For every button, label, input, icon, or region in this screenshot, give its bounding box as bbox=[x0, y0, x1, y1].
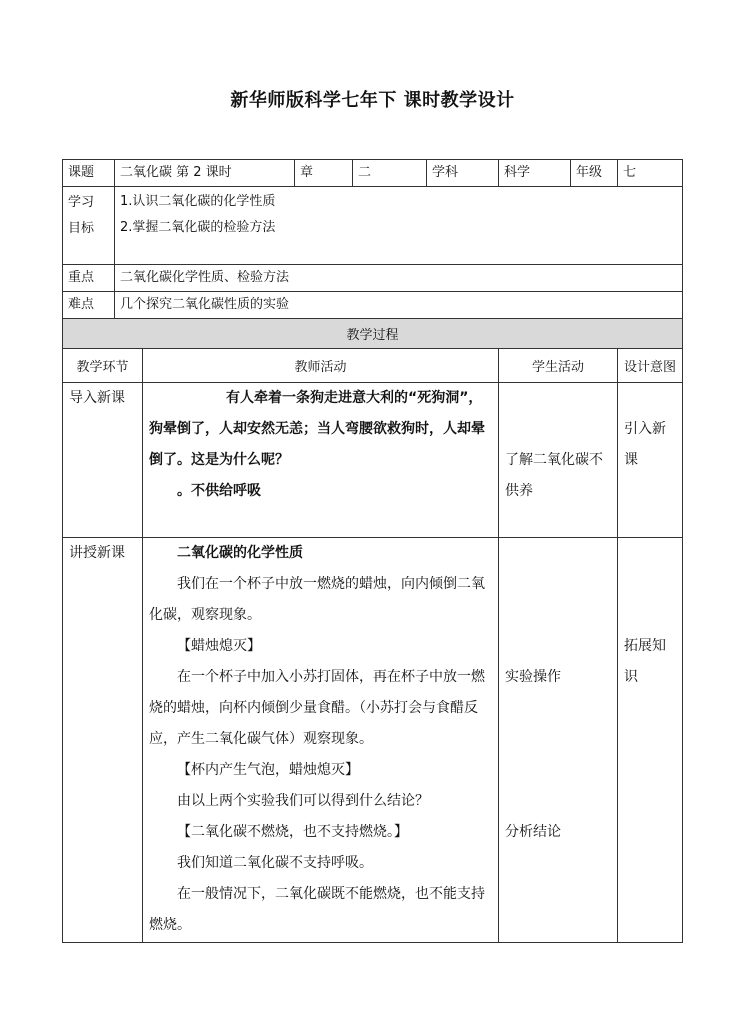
lecture-intent: 拓展知识 bbox=[624, 638, 667, 685]
intro-teacher-p2: 。不供给呼吸 bbox=[177, 483, 261, 499]
lecture-student-2: 分析结论 bbox=[505, 824, 562, 840]
topic-label: 课题 bbox=[68, 165, 95, 180]
intro-stage: 导入新课 bbox=[69, 390, 125, 406]
objectives-row bbox=[63, 187, 683, 265]
key-points-value: 二氧化碳化学性质、检验方法 bbox=[120, 270, 290, 285]
lecture-row bbox=[63, 538, 683, 943]
column-intent: 设计意图 bbox=[624, 360, 677, 375]
intro-intent: 引入新课 bbox=[624, 421, 667, 468]
lecture-p8: 在一般情况下，二氧化碳既不能燃烧，也不能支持燃烧。 bbox=[149, 886, 485, 933]
lecture-p2: 【蜡烛熄灭】 bbox=[177, 638, 261, 654]
column-teacher: 教师活动 bbox=[294, 360, 347, 375]
lecture-stage: 讲授新课 bbox=[69, 545, 125, 561]
lecture-student-1: 实验操作 bbox=[505, 669, 562, 685]
difficulties-row bbox=[63, 292, 683, 319]
difficulties-value: 几个探究二氧化碳性质的实验 bbox=[120, 297, 290, 312]
grade-label: 年级 bbox=[576, 165, 603, 180]
column-stage: 教学环节 bbox=[76, 360, 129, 375]
intro-row bbox=[63, 383, 683, 538]
difficulties-label: 难点 bbox=[68, 297, 95, 312]
key-points-row bbox=[63, 265, 683, 292]
process-columns-row bbox=[63, 349, 683, 383]
subject-label: 学科 bbox=[432, 165, 459, 180]
lecture-p4: 【杯内产生气泡，蜡烛熄灭】 bbox=[177, 762, 359, 778]
intro-teacher bbox=[143, 383, 498, 507]
key-points-label: 重点 bbox=[68, 270, 95, 285]
process-title-row bbox=[63, 319, 683, 349]
process-title: 教学过程 bbox=[346, 328, 399, 343]
subject-value: 科学 bbox=[504, 165, 531, 180]
lecture-p3: 在一个杯子中加入小苏打固体，再在杯子中放一燃烧的蜡烛，向杯内倾倒少量食醋。（小苏打会与食醋反应，产生二氧化碳气体）观察现象。 bbox=[149, 669, 485, 747]
objectives-list bbox=[115, 187, 682, 244]
lecture-student bbox=[499, 538, 617, 848]
grade-value: 七 bbox=[623, 165, 637, 180]
lecture-p6: 【二氧化碳不燃烧，也不支持燃烧。】 bbox=[177, 824, 408, 840]
chapter-value: 二 bbox=[358, 165, 372, 180]
lecture-teacher bbox=[143, 538, 498, 941]
intro-student: 了解二氧化碳不供养 bbox=[505, 452, 604, 499]
lecture-p7: 我们知道二氧化碳不支持呼吸。 bbox=[177, 855, 373, 871]
page-title: 新华师版科学七年下 课时教学设计 bbox=[230, 90, 515, 111]
objectives-label: 学习 目标 bbox=[68, 195, 95, 236]
lesson-plan-table bbox=[62, 159, 683, 943]
column-student: 学生活动 bbox=[532, 360, 585, 375]
header-row bbox=[63, 160, 683, 187]
lecture-heading: 二氧化碳的化学性质 bbox=[177, 545, 303, 561]
objective-item: 1.认识二氧化碳的化学性质 bbox=[120, 194, 276, 209]
objective-item: 2.掌握二氧化碳的检验方法 bbox=[120, 220, 276, 235]
intro-teacher-p1: 有人牵着一条狗走进意大利的“死狗洞”，狗晕倒了，人却安然无恙；当人弯腰欲救狗时，人却晕倒了。这是为什么呢？ bbox=[149, 390, 485, 468]
lecture-p5: 由以上两个实验我们可以得到什么结论？ bbox=[177, 793, 429, 809]
chapter-label: 章 bbox=[300, 165, 314, 180]
topic-value: 二氧化碳 第 2 课时 bbox=[120, 165, 232, 180]
lecture-p1: 我们在一个杯子中放一燃烧的蜡烛，向内倾倒二氧化碳，观察现象。 bbox=[149, 576, 485, 623]
